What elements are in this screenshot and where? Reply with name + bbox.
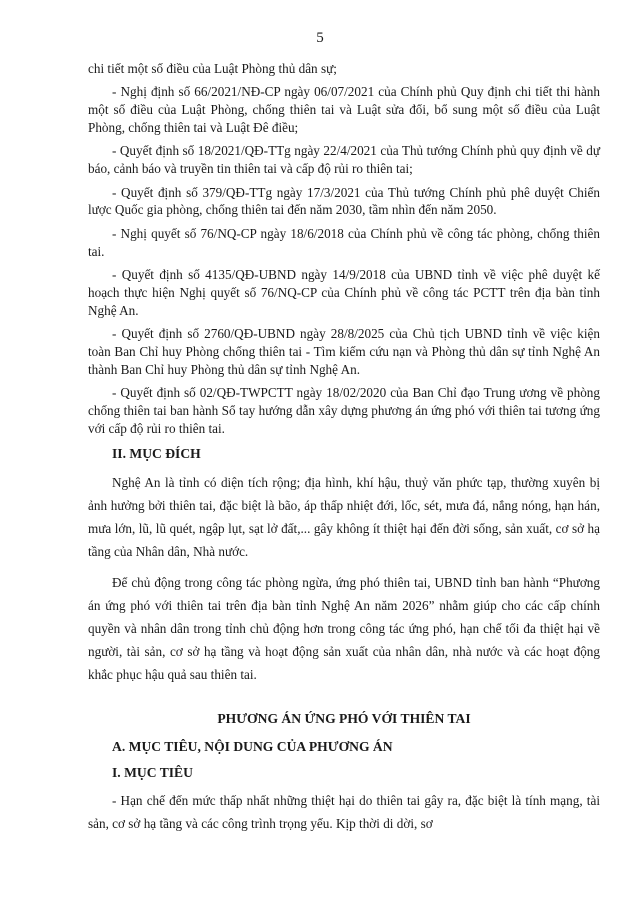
reference-item: - Nghị quyết số 76/NQ-CP ngày 18/6/2018 của Chính phủ về công tác phòng, chống thiên tai.	[88, 225, 600, 259]
reference-item: - Nghị định số 66/2021/NĐ-CP ngày 06/07/2021 của Chính phủ Quy định chi tiết thi hành một số điều của Luật Phòng, chống thiên tai và Luật sửa đổi, bổ sung một số điều của Luật Phòng, chống thiên tai và Luật Đê điều;	[88, 84, 600, 135]
reference-item: - Quyết định số 379/QĐ-TTg ngày 17/3/2021 của Thủ tướng Chính phủ phê duyệt Chiến lược Quốc gia phòng, chống thiên tai đến năm 2030, tầm nhìn đến năm 2050.	[88, 184, 600, 218]
reference-item: - Quyết định số 2760/QĐ-UBND ngày 28/8/2025 của Chủ tịch UBND tỉnh về việc kiện toàn Ban Chỉ huy Phòng chống thiên tai - Tìm kiếm cứu nạn và Phòng thủ dân sự tỉnh Nghệ An thành Ban Chỉ huy Phòng thủ dân sự tỉnh Nghệ An.	[88, 325, 600, 377]
reference-item: chi tiết một số điều của Luật Phòng thủ dân sự;	[88, 61, 337, 76]
objective-paragraph: - Hạn chế đến mức thấp nhất những thiệt hại do thiên tai gây ra, đặc biệt là tính mạng, tài sản, cơ sở hạ tầng và các công trình trọng yếu. Kịp thời di dời, sơ	[88, 793, 600, 832]
purpose-paragraph: Để chủ động trong công tác phòng ngừa, ứng phó thiên tai, UBND tỉnh ban hành “Phương án ứng phó với thiên tai trên địa bàn tỉnh Nghệ An năm 2026” nhằm giúp cho các cấp chính quyền và nhân dân trong tỉnh chủ động hơn trong công tác ứng phó, hạn chế tối đa thiệt hại về người, tài sản, cơ sở hạ tầng và hoạt động sản xuất của nhân dân, nhà nước và các hoạt động khắc phục hậu quả sau thiên tai.	[88, 575, 600, 683]
section-heading-objectives-content: A. MỤC TIÊU, NỘI DUNG CỦA PHƯƠNG ÁN	[112, 738, 393, 754]
purpose-paragraph: Nghệ An là tỉnh có diện tích rộng; địa hình, khí hậu, thuỷ văn phức tạp, thường xuyên bị ảnh hưởng bởi thiên tai, đặc biệt là bão, áp thấp nhiệt đới, lốc, sét, mưa đá, nắng nóng, hạn hán, mưa lớn, lũ, lũ quét, ngập lụt, sạt lở đất,... gây không ít thiệt hại đến đời sống, sản xuất, cơ sở hạ tầng của Nhân dân, Nhà nước.	[88, 475, 600, 560]
section-heading-objectives: I. MỤC TIÊU	[112, 764, 193, 780]
page-number: 5	[316, 30, 324, 46]
reference-item: - Quyết định số 4135/QĐ-UBND ngày 14/9/2018 của UBND tỉnh về việc phê duyệt kế hoạch thực hiện Nghị quyết số 76/NQ-CP của Chính phủ về công tác PCTT trên địa bàn tỉnh Nghệ An.	[88, 266, 600, 318]
reference-item: - Quyết định số 02/QĐ-TWPCTT ngày 18/02/2020 của Ban Chỉ đạo Trung ương về phòng chống thiên tai ban hành Sổ tay hướng dẫn xây dựng phương án ứng phó với thiên tai tương ứng với cấp độ rủi ro thiên tai.	[88, 384, 600, 436]
section-heading-purpose: II. MỤC ĐÍCH	[112, 446, 201, 462]
document-body	[88, 60, 600, 843]
reference-item: - Quyết định số 18/2021/QĐ-TTg ngày 22/4/2021 của Thủ tướng Chính phủ quy định về dự báo, cảnh báo và truyền tin thiên tai và cấp độ rủi ro thiên tai;	[88, 143, 600, 177]
plan-title: PHƯƠNG ÁN ỨNG PHÓ VỚI THIÊN TAI	[217, 711, 471, 727]
